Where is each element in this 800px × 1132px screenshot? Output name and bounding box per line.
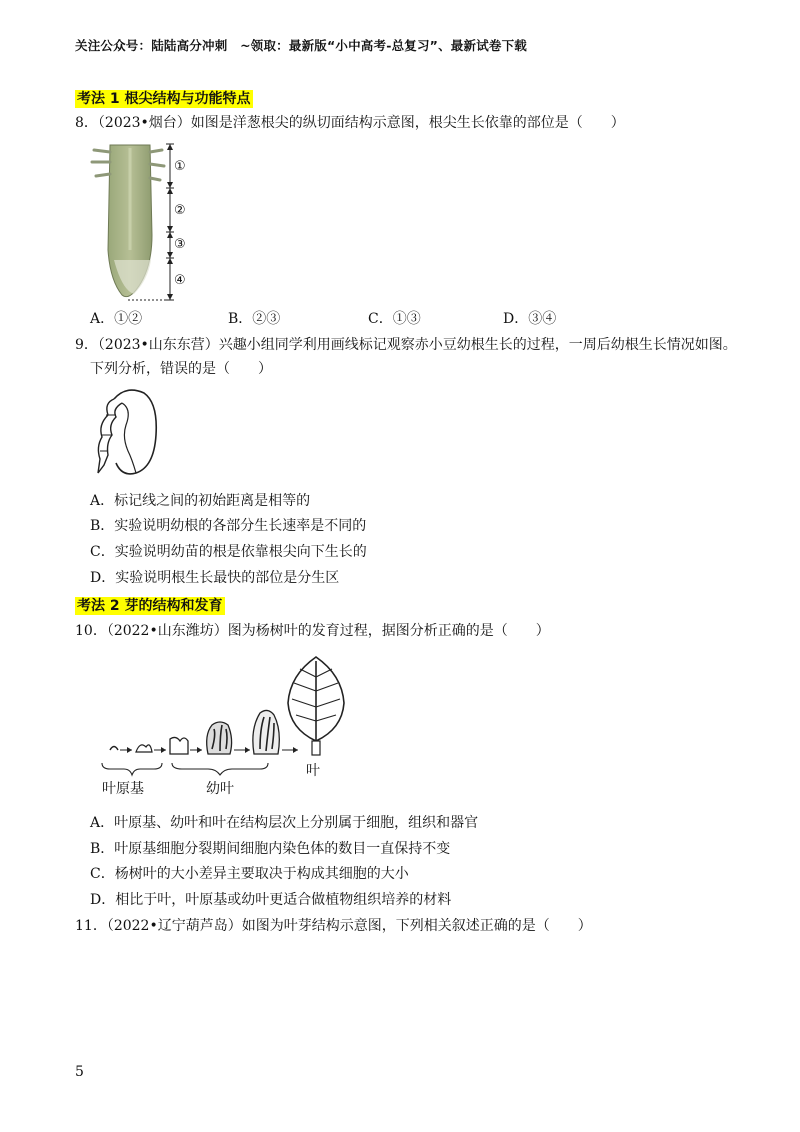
label-leaf: 叶 bbox=[306, 763, 320, 779]
q10-option-b[interactable]: B．叶原基细胞分裂期间细胞内染色体的数目一直保持不变 bbox=[90, 841, 451, 857]
q8-option-d[interactable]: D．③④ bbox=[503, 311, 557, 327]
root-label-1: ① bbox=[174, 159, 186, 174]
leaf-development-figure bbox=[100, 655, 350, 800]
sprout-figure bbox=[92, 385, 162, 480]
q10-option-a[interactable]: A．叶原基、幼叶和叶在结构层次上分别属于细胞，组织和器官 bbox=[90, 815, 479, 831]
question-11-stem: 11．（2022•辽宁葫芦岛）如图为叶芽结构示意图，下列相关叙述正确的是（ ） bbox=[75, 918, 592, 934]
q8-option-a[interactable]: A．①② bbox=[90, 311, 143, 327]
section-title-1: 考法 1 根尖结构与功能特点 bbox=[77, 91, 251, 107]
root-label-3: ③ bbox=[174, 237, 186, 252]
q8-option-b[interactable]: B．②③ bbox=[228, 311, 281, 327]
q9-option-d[interactable]: D．实验说明根生长最快的部位是分生区 bbox=[90, 570, 340, 586]
root-label-4: ④ bbox=[174, 273, 186, 288]
q8-option-c[interactable]: C．①③ bbox=[368, 311, 421, 327]
root-label-2: ② bbox=[174, 203, 186, 218]
seed-outline bbox=[114, 390, 156, 474]
page-header: 关注公众号：陆陆高分冲刺 ~领取：最新版“小中高考-总复习”、最新试卷下载 bbox=[75, 38, 527, 53]
radicle-outline bbox=[98, 399, 122, 473]
question-9-stem-2: 下列分析，错误的是（ ） bbox=[90, 361, 272, 377]
question-9-stem: 9．（2023•山东东营）兴趣小组同学利用画线标记观察赤小豆幼根生长的过程，一周后幼根生长情况如图。 bbox=[75, 337, 737, 353]
section-title-2: 考法 2 芽的结构和发育 bbox=[77, 598, 223, 614]
question-8-stem: 8．（2023•烟台）如图是洋葱根尖的纵切面结构示意图，根尖生长依靠的部位是（ ） bbox=[75, 115, 625, 131]
label-leaf-primordium: 叶原基 bbox=[102, 781, 144, 797]
q10-option-d[interactable]: D．相比于叶，叶原基或幼叶更适合做植物组织培养的材料 bbox=[90, 892, 452, 908]
label-young-leaf: 幼叶 bbox=[206, 781, 234, 797]
q10-option-c[interactable]: C．杨树叶的大小差异主要取决于构成其细胞的大小 bbox=[90, 866, 409, 882]
q9-option-c[interactable]: C．实验说明幼苗的根是依靠根尖向下生长的 bbox=[90, 544, 367, 560]
q9-option-a[interactable]: A．标记线之间的初始距离是相等的 bbox=[90, 493, 311, 509]
question-10-stem: 10．（2022•山东潍坊）图为杨树叶的发育过程，据图分析正确的是（ ） bbox=[75, 623, 550, 639]
root-tip-figure bbox=[88, 140, 198, 305]
q9-option-b[interactable]: B．实验说明幼根的各部分生长速率是不同的 bbox=[90, 518, 367, 534]
page-number: 5 bbox=[75, 1064, 84, 1080]
